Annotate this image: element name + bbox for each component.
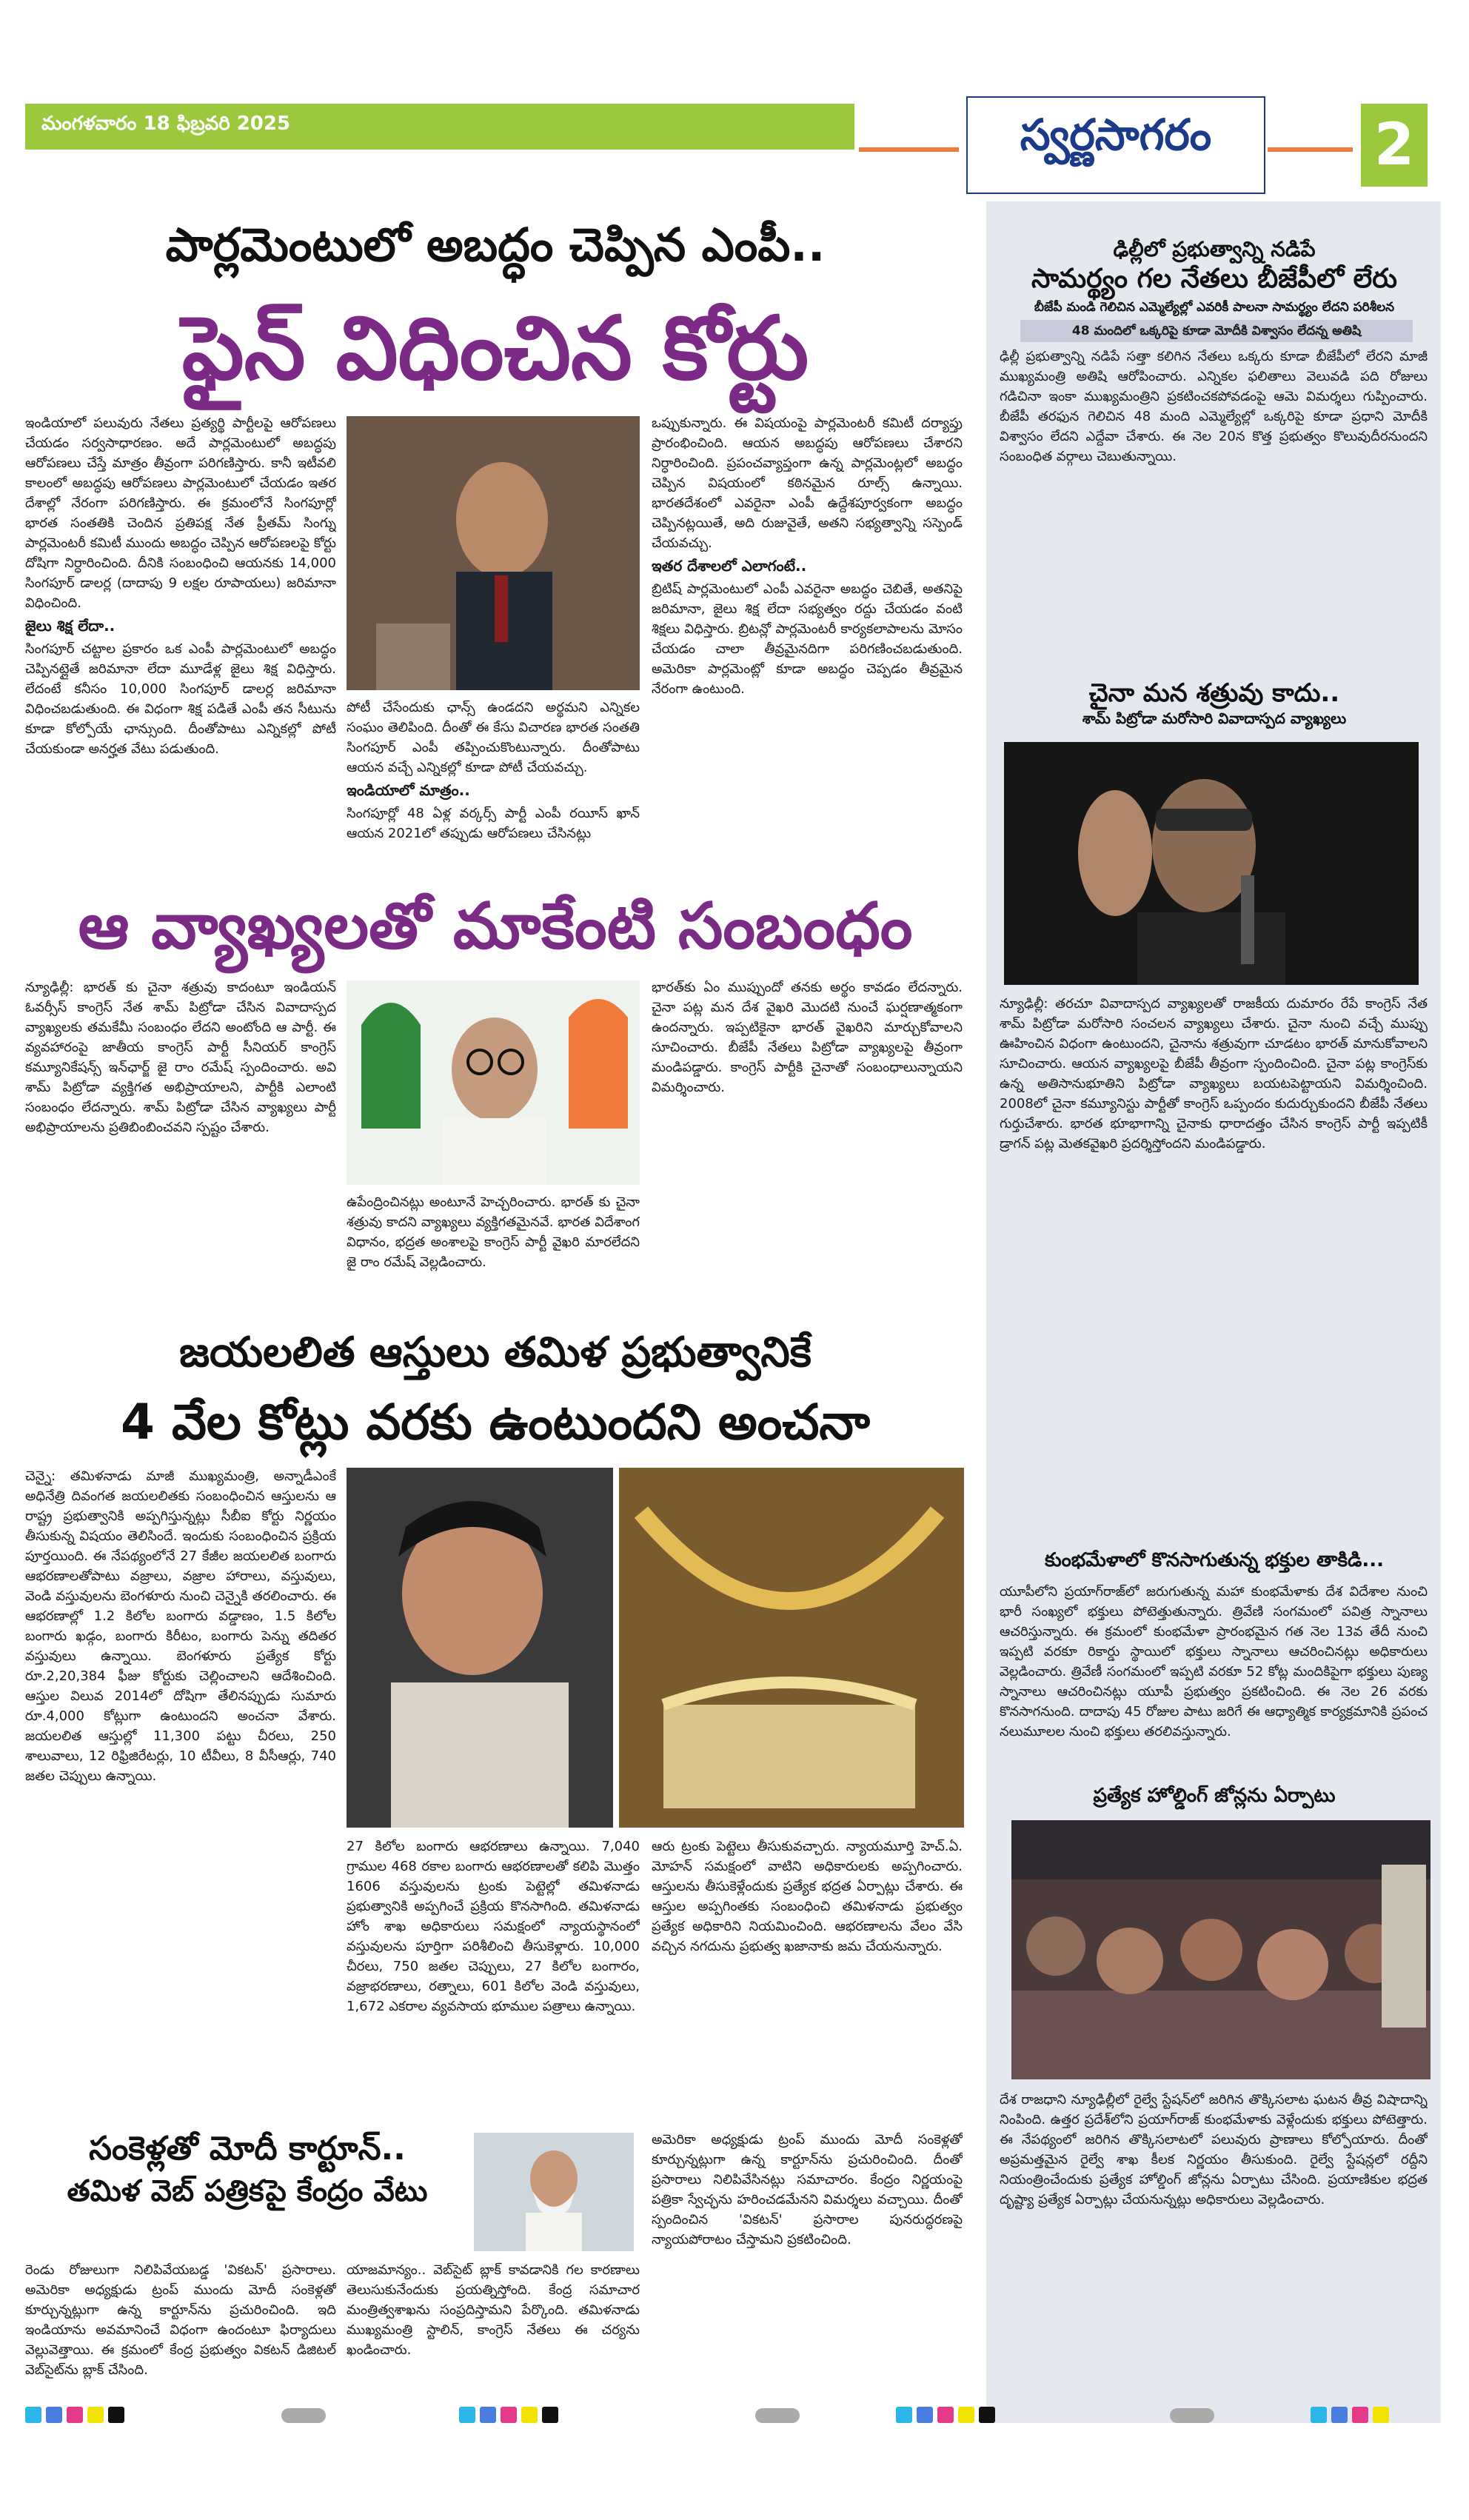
story1-col2 [347, 698, 640, 884]
registration-marks-left [25, 2407, 129, 2426]
masthead-divider-right [1268, 147, 1353, 152]
crowd-photo [1011, 1820, 1430, 2079]
story3-headline: 4 వేల కోట్లు వరకు ఉంటుందని అంచనా [121, 1394, 870, 1451]
right-story1-deck2: 48 మందిలో ఒక్కరిపై కూడా మోదీకి విశ్వాసం లేదన్న అతిషి [1071, 324, 1362, 338]
story1-col3-text: ఒప్పుకున్నారు. ఈ విషయంపై పార్లమెంటరీ కమిటీ దర్యాప్తు ప్రారంభించింది. ఆయన అబద్ధపు ఆరోపణలు చేశారని నిర్ధారించింది. ప్రపంచవ్యాప్తంగా ఉన్న పార్లమెంట్లలో అబద్ధం చెప్పిన విషయంలో కఠినమైన రూల్స్ ఉన్నాయి. భారతదేశంలో ఎవరైనా ఎంపీ ఉద్దేశపూర్వకంగా అబద్ధం చెప్పినట్లయితే, అది రుజువైతే, అతని సభ్యత్వాన్ని సస్పెండ్ చేయవచ్చు. [652, 415, 963, 551]
registration-marks-center [459, 2407, 563, 2426]
crowd-photo-graphic [1011, 1820, 1430, 2079]
right-story1-headline: సామర్థ్యం గల నేతలు బీజేపీలో లేరు [1031, 264, 1397, 294]
story1-col2-text-b: సింగపూర్లో 48 ఏళ్ల వర్కర్స్ పార్టీ ఎంపీ రయీస్ ఖాన్ ఆయన 2021లో తప్పుడు ఆరోపణలు చేసినట్లు [347, 806, 640, 841]
story2-col1: న్యూఢిల్లీ: భారత్ కు చైనా శత్రువు కాదంటూ ఇండియన్ ఓవర్సీస్ కాంగ్రెస్ నేత శామ్ పిట్రోడా చేసిన వివాదాస్పద వ్యాఖ్యలకు తమకేమీ సంబంధం లేదని అంటోంది ఆ పార్టీ. ఈ వ్యవహారంపై జాతీయ కాంగ్రెస్ పార్టీ సీనియర్ కాంగ్రెస్ కమ్యూనికేషన్స్ ఇన్‌ఛార్జ్ జై రాం రమేష్ స్పందించారు. అవి శామ్ పిట్రోడా వ్యక్తిగత అభిప్రాయాలని, పార్టీకి ఎలాంటి సంబంధం లేదన్నారు. శామ్ పిట్రోడా చేసిన వ్యాఖ్యలు పార్టీ అభిప్రాయాలను ప్రతిబింబించవని స్పష్టం చేశారు. [25, 980, 336, 1135]
registration-pill-3 [1170, 2408, 1214, 2423]
jewellery-photo [619, 1468, 964, 1828]
page-number: 2 [1373, 112, 1415, 178]
story4-kicker: సంకెళ్లతో మోదీ కార్టూన్.. [89, 2130, 406, 2168]
paper-logo [966, 96, 1265, 194]
story2-col3: భారత్‌కు ఏం ముప్పుందో తనకు అర్థం కావడం లేదన్నారు. చైనా పట్ల మన దేశ వైఖరి మొదటి నుంచే ఘర్షణాత్మకంగా ఉందన్నారు. ఇప్పటికైనా భారత్ వైఖరిని మార్చుకోవాలని సూచించారు. బీజేపీ నేతలు పిట్రోడా వ్యాఖ్యలపై తీవ్రంగా మండిపడ్డారు. కాంగ్రెస్ పార్టీకి చైనాతో సంబంధాలున్నాయని విమర్శించారు. [652, 980, 963, 1095]
story1-col2-subhead: ఇండియాలో మాత్రం.. [347, 781, 470, 799]
story2-col2: ఉపేంద్రించినట్లు అంటూనే హెచ్చరించారు. భారత్ కు చైనా శత్రువు కాదని వ్యాఖ్యలు వ్యక్తిగతమైనవే. భారత విదేశాంగ విధానం, భద్రత అంశాలపై కాంగ్రెస్ పార్టీ వైఖరి మారలేదని జై రాం రమేష్ వెల్లడించారు. [347, 1194, 640, 1270]
page-number-badge [1361, 104, 1428, 187]
right-story4-body: దేశ రాజధాని న్యూఢిల్లీలో రైల్వే స్టేషన్‌లో జరిగిన తొక్కిసలాట ఘటన తీవ్ర విషాదాన్ని నింపింది. ఉత్తర ప్రదేశ్‌లోని ప్రయాగ్‌రాజ్ కుంభమేళాకు వెళ్లేందుకు భక్తులు పోటెత్తారు. ఈ నేపథ్యంలో జరిగిన తొక్కిసలాటలో పలువురు ప్రాణాలు కోల్పోయారు. దీంతో అప్రమత్తమైన రైల్వే శాఖ కీలక నిర్ణయం తీసుకుంది. రైల్వే స్టేషన్లలో రద్దీని నియంత్రించేందుకు ప్రత్యేక హోల్డింగ్ జోన్లను ఏర్పాటు చేసింది. ప్రయాణికుల భద్రత దృష్ట్యా ప్రత్యేక ఏర్పాట్లు చేయనున్నట్లు అధికారులు వెల్లడించారు. [1000, 2092, 1428, 2207]
story3-kicker: జయలలిత ఆస్తులు తమిళ ప్రభుత్వానికే [179, 1328, 812, 1377]
story1-col1-text-b: సింగపూర్ చట్టాల ప్రకారం ఒక ఎంపీ పార్లమెంటులో అబద్ధం చెప్పినట్లైతే జరిమానా లేదా మూడేళ్ల జైలు శిక్ష విధిస్తారు. లేదంటే కనీసం 10,000 సింగపూర్ డాలర్ల జరిమానా విధించబడుతుంది. ఈ విధంగా శిక్ష పడితే ఎంపీ తన సీటును కూడా కోల్పోయే ఛాన్సుంది. దీంతోపాటు ఎన్నికల్లో పోటీ చేయకుండా అనర్హత వేటు పడుతుంది. [25, 641, 336, 757]
story1-col3-text-b: బ్రిటిష్ పార్లమెంటులో ఎంపీ ఎవరైనా అబద్ధం చెబితే, అతనిపై జరిమానా, జైలు శిక్ష లేదా సభ్యత్వం రద్దు చేయడం వంటి శిక్షలు విధిస్తారు. బ్రిటన్లో పార్లమెంటరీ కార్యకలాపాలను మోసం చేయడం చాలా తీవ్రమైనదిగా పరిగణించబడుతుంది. అమెరికా పార్లమెంట్లో కూడా అబద్ధం చెప్పడం తీవ్రమైన నేరంగా ఉంటుంది. [652, 581, 963, 697]
jayalalitha-photo [347, 1468, 613, 1828]
story2-headline: ఆ వ్యాఖ్యలతో మాకేంటి సంబంధం [78, 889, 913, 963]
jayalalitha-graphic [347, 1468, 613, 1828]
pritam-singh-graphic [347, 416, 640, 690]
story1-headline: ఫైన్ విధించిన కోర్టు [181, 297, 809, 399]
date-label: మంగళవారం 18 ఫిబ్రవరి 2025 [41, 113, 291, 135]
jewellery-graphic [619, 1468, 964, 1828]
story3-col2: 27 కిలోల బంగారు ఆభరణాలు ఉన్నాయి. 7,040 గ్రాముల 468 రకాల బంగారు ఆభరణాలతో కలిపి మొత్తం 1606 వస్తువులను ట్రంకు పెట్టెల్లో తమిళనాడు ప్రభుత్వానికి అప్పగించే ప్రక్రియ కొనసాగింది. తమిళనాడు హోం శాఖ అధికారులు సమక్షంలో న్యాయస్థానంలో వస్తువులను పూర్తిగా పరిశీలించి తీసుకెళ్లారు. 10,000 చీరలు, 750 జతల చెప్పులు, 27 కిలోల బంగారం, వజ్రాభరణాలు, రత్నాలు, 601 కిలోల వెండి వస్తువులు, 1,672 ఎకరాల వ్యవసాయ భూముల పత్రాలు ఉన్నాయి. [347, 1839, 640, 2014]
pitroda-photo [1004, 742, 1419, 985]
story1-col3 [652, 413, 963, 884]
registration-marks-far-right [1311, 2407, 1393, 2426]
story1-col3-subhead: ఇతర దేశాలలో ఎలాగంటే.. [652, 557, 807, 575]
story3-col3: ఆరు ట్రంకు పెట్టెలు తీసుకువచ్చారు. న్యాయమూర్తి హెచ్.ఏ. మోహన్ సమక్షంలో వాటిని అధికారులకు అప్పగించారు. ఆస్తులను తీసుకెళ్లేందుకు ప్రత్యేక భద్రత ఏర్పాట్లు చేశారు. ఈ ఆస్తుల అప్పగింతకు సంబంధించి తమిళనాడు ప్రభుత్వం ప్రత్యేక అధికారిని నియమించింది. ఆభరణాలను వేలం వేసి వచ్చిన నగదును ప్రభుత్వ ఖజానాకు జమ చేయనున్నారు. [652, 1839, 963, 1954]
right-story2-deck: శామ్ పిట్రోడా మరోసారి వివాదాస్పద వ్యాఖ్యలు [1082, 709, 1347, 727]
right-story3-headline: కుంభమేళాలో కొనసాగుతున్న భక్తుల తాకిడి... [1045, 1549, 1384, 1571]
modi-photo [474, 2133, 634, 2251]
right-story1-body: ఢిల్లీ ప్రభుత్వాన్ని నడిపే సత్తా కలిగిన నేతలు ఒక్కరు కూడా బీజేపీలో లేరని మాజీ ముఖ్యమంత్రి అతిషి ఆరోపించారు. ఎన్నికల ఫలితాలు వెలువడి పది రోజులు గడిచినా ఇంకా ముఖ్యమంత్రిని ప్రకటించకపోవడంపై ఆమె విమర్శలు గుప్పించారు. బీజేపీ తరఫున గెలిచిన 48 మంది ఎమ్మెల్యేల్లో ఒక్కరిపై కూడా ప్రధాని మోదీకి విశ్వాసం లేదని ఎద్దేవా చేశారు. ఈ నెల 20న కొత్త ప్రభుత్వం కొలువుదీరనుందని సంబంధిత వర్గాలు చెబుతున్నాయి. [1000, 349, 1428, 464]
story1-col1 [25, 413, 336, 884]
story1-col2-text: పోటీ చేసేందుకు ఛాన్స్ ఉండదని అర్థమని ఎన్నికల సంఘం తెలిపింది. దీంతో ఈ కేసు విచారణ భారత సంతతి సింగపూర్ ఎంపీ తప్పించుకొంటున్నారు. దీంతోపాటు ఆయన వచ్చే ఎన్నికల్లో కూడా పోటీ చేయవచ్చు. [347, 700, 640, 775]
story1-col1-text: ఇండియాలో పలువురు నేతలు ప్రత్యర్థి పార్టీలపై ఆరోపణలు చేయడం సర్వసాధారణం. అదే పార్లమెంటులో అబద్ధపు ఆరోపణలు చేస్తే మాత్రం తీవ్రంగా పరిగణిస్తారు. కానీ ఇటీవలి కాలంలో అబద్ధపు ఆరోపణలు పార్లమెంటులో చేయడం ఇతర దేశాల్లో నేరంగా పరిగణిస్తారు. ఈ క్రమంలోనే సింగపూర్లో భారత సంతతికి చెందిన ప్రతిపక్ష నేత ప్రీతమ్ సింగ్ను పార్లమెంటరీ కమిటీ ముందు అబద్ధం చెప్పిన ఆరోపణలపై కోర్టు దోషిగా నిర్ధారించింది. దీనికి సంబంధించి ఆయనకు 14,000 సింగపూర్ డాలర్ల (దాదాపు 9 లక్షల రూపాయలు) జరిమానా విధించింది. [25, 415, 336, 611]
story4-col2: యాజమాన్యం.. వెబ్‌సైట్ బ్లాక్ కావడానికి గల కారణాలు తెలుసుకునేందుకు ప్రయత్నిస్తోంది. కేంద్ర సమాచార మంత్రిత్వశాఖను సంప్రదిస్తామని పేర్కొంది. తమిళనాడు ముఖ్యమంత్రి స్టాలిన్, కాంగ్రెస్ నేతలు ఈ చర్యను ఖండించారు. [347, 2262, 640, 2358]
right-story1-deck2-box [1020, 320, 1413, 342]
right-story1-deck: బీజేపీ మండి గెలిచిన ఎమ్మెల్యేల్లో ఎవరికీ పాలనా సామర్థ్యం లేదని పరిశీలన [1034, 300, 1395, 315]
masthead-divider-left [859, 147, 959, 152]
story4-col1: రెండు రోజులుగా నిలిపివేయబడ్డ 'వికటన్' ప్రసారాలు. అమెరికా అధ్యక్షుడు ట్రంప్ ముందు మోదీ సంకెళ్లతో కూర్చున్నట్లుగా ఉన్న కార్టూన్‌ను ప్రచురించింది. ఇది ఇండియాను అవమానించే విధంగా ఉందంటూ ఫిర్యాదులు వెల్లువెత్తాయి. ఈ క్రమంలో కేంద్ర ప్రభుత్వం వికటన్ డిజిటల్ వెబ్‌సైట్‌ను బ్లాక్ చేసింది. [25, 2262, 336, 2378]
story1-kicker: పార్లమెంటులో అబద్ధం చెప్పిన ఎంపీ.. [165, 218, 826, 272]
story3-col1: చెన్నై: తమిళనాడు మాజీ ముఖ్యమంత్రి, అన్నాడీఎంకే అధినేత్రి దివంగత జయలలితకు సంబంధించిన ఆస్తులను ఆ రాష్ట్ర ప్రభుత్వానికి అప్పగిస్తున్నట్లు సీబీఐ కోర్టు నిర్ణయం తీసుకున్న విషయం తెలిసిందే. ఇందుకు సంబంధించిన ప్రక్రియ పూర్తయింది. ఈ నేపథ్యంలోనే 27 కేజీల జయలలిత బంగారు ఆభరణాలతోపాటు వజ్రాలు, వజ్రాల హారాలు, వస్తువులు, వెండి వస్తువులను బెంగళూరు నుంచి చెన్నైకి తరలించారు. ఈ ఆభరణాల్లో 1.2 కిలోల బంగారు వడ్డాణం, 1.5 కిలోల బంగారు ఖడ్గం, బంగారు కిరీటం, బంగారు పెన్ను తదితర వస్తువులు ఉన్నాయి. బెంగళూరు ప్రత్యేక కోర్టు రూ.2,20,384 ఫీజు కోర్టుకు చెల్లించాలని ఆదేశించింది. ఆస్తుల విలువ 2014లో దోషిగా తేలినప్పుడు సుమారు రూ.4,000 కోట్లుగా ఉంటుందని అంచనా వేశారు. జయలలిత ఆస్తుల్లో 11,300 పట్టు చీరలు, 250 శాలువాలు, 12 రిఫ్రిజిరేటర్లు, 10 టీవీలు, 8 వీసీఆర్లు, 740 జతల చెప్పులు ఉన్నాయి. [25, 1468, 336, 1784]
story4-col3: అమెరికా అధ్యక్షుడు ట్రంప్ ముందు మోదీ సంకెళ్లతో కూర్చున్నట్లుగా ఉన్న కార్టూన్‌ను ప్రచురించింది. దీంతో ప్రసారాలు నిలిపివేసినట్లు సమాచారం. కేంద్రం నిర్ణయంపై పత్రికా స్వేచ్ఛను హరించడమేనని విమర్శలు వచ్చాయి. దీంతో స్పందించిన 'వికటన్' ప్రసారాల పునరుద్ధరణపై న్యాయపోరాటం చేస్తామని ప్రకటించింది. [652, 2132, 963, 2247]
story4-headline: తమిళ వెబ్ పత్రికపై కేంద్రం వేటు [67, 2174, 428, 2208]
registration-pill-1 [281, 2408, 326, 2423]
right-story3-body: యూపీలోని ప్రయాగ్‌రాజ్‌లో జరుగుతున్న మహా కుంభమేళాకు దేశ విదేశాల నుంచి భారీ సంఖ్యలో భక్తులు పోటెత్తుతున్నారు. త్రివేణి సంగమంలో పవిత్ర స్నానాలు ఆచరిస్తున్నారు. ఈ క్రమంలో కుంభమేళా ప్రారంభమైన గత నెల 13వ తేదీ నుంచి ఇప్పటి వరకూ రికార్డు స్థాయిలో భక్తులు స్నానాలు ఆచరించినట్లు అధికారులు వెల్లడించారు. త్రివేణీ సంగమంలో ఇప్పటి వరకూ 52 కోట్ల మందికిపైగా భక్తులు పుణ్య స్నానాలు ఆచరించినట్లు యూపీ ప్రభుత్వం ప్రకటించింది. ఈ నెల 26 వరకు కొనసాగనుంది. దాదాపు 45 రోజుల పాటు జరిగే ఈ ఆధ్యాత్మిక కార్యక్రమానికి ప్రపంచ నలుమూలల నుంచి భక్తులు తరలివస్తున్నారు. [1000, 1584, 1428, 1739]
jairam-ramesh-graphic [347, 980, 640, 1185]
modi-graphic [474, 2133, 634, 2251]
pritam-singh-photo [347, 416, 640, 690]
right-story2-body: న్యూఢిల్లీ: తరచూ వివాదాస్పద వ్యాఖ్యలతో రాజకీయ దుమారం రేపే కాంగ్రెస్ నేత శామ్ పిట్రోడా మరోసారి సంచలన వ్యాఖ్యలు చేశారు. చైనా నుంచి వచ్చే ముప్పు ఊహించిన విధంగా ఉంటుందని, చైనాను శత్రువుగా చూడటం భారత్ మానుకోవాలని సూచించారు. ఆయన వ్యాఖ్యలపై బీజేపీ తీవ్రంగా స్పందించింది. చైనా పట్ల కాంగ్రెస్‌కు ఉన్న అతిసానుభూతిని పిట్రోడా వ్యాఖ్యలు బయటపెట్టాయని విమర్శించింది. 2008లో చైనా కమ్యూనిస్టు పార్టీతో కాంగ్రెస్ ఒప్పందం కుదుర్చుకుందని బీజేపీ నేతలు గుర్తుచేశారు. భారత భూభాగాన్ని చైనాకు ధారాదత్తం చేసిన కాంగ్రెస్ పార్టీ ఇప్పటికీ డ్రాగన్ పట్ల మెతకవైఖరి ప్రదర్శిస్తోందని మండిపడ్డారు. [1000, 996, 1428, 1152]
right-story1-kicker: ఢిల్లీలో ప్రభుత్వాన్ని నడిపే [1113, 237, 1316, 261]
story1-col1-subhead: జైలు శిక్ష లేదా.. [25, 617, 116, 635]
jairam-ramesh-photo [347, 980, 640, 1185]
registration-marks-right [896, 2407, 1000, 2426]
registration-pill-2 [755, 2408, 800, 2423]
right-story2-headline: చైనా మన శత్రువు కాదు.. [1088, 678, 1340, 708]
pitroda-photo-graphic [1004, 742, 1419, 985]
paper-logo-text: స్వర్ణసాగరం [1020, 110, 1212, 160]
right-story4-headline: ప్రత్యేక హోల్డింగ్ జోన్లను ఏర్పాటు [1093, 1785, 1336, 1807]
